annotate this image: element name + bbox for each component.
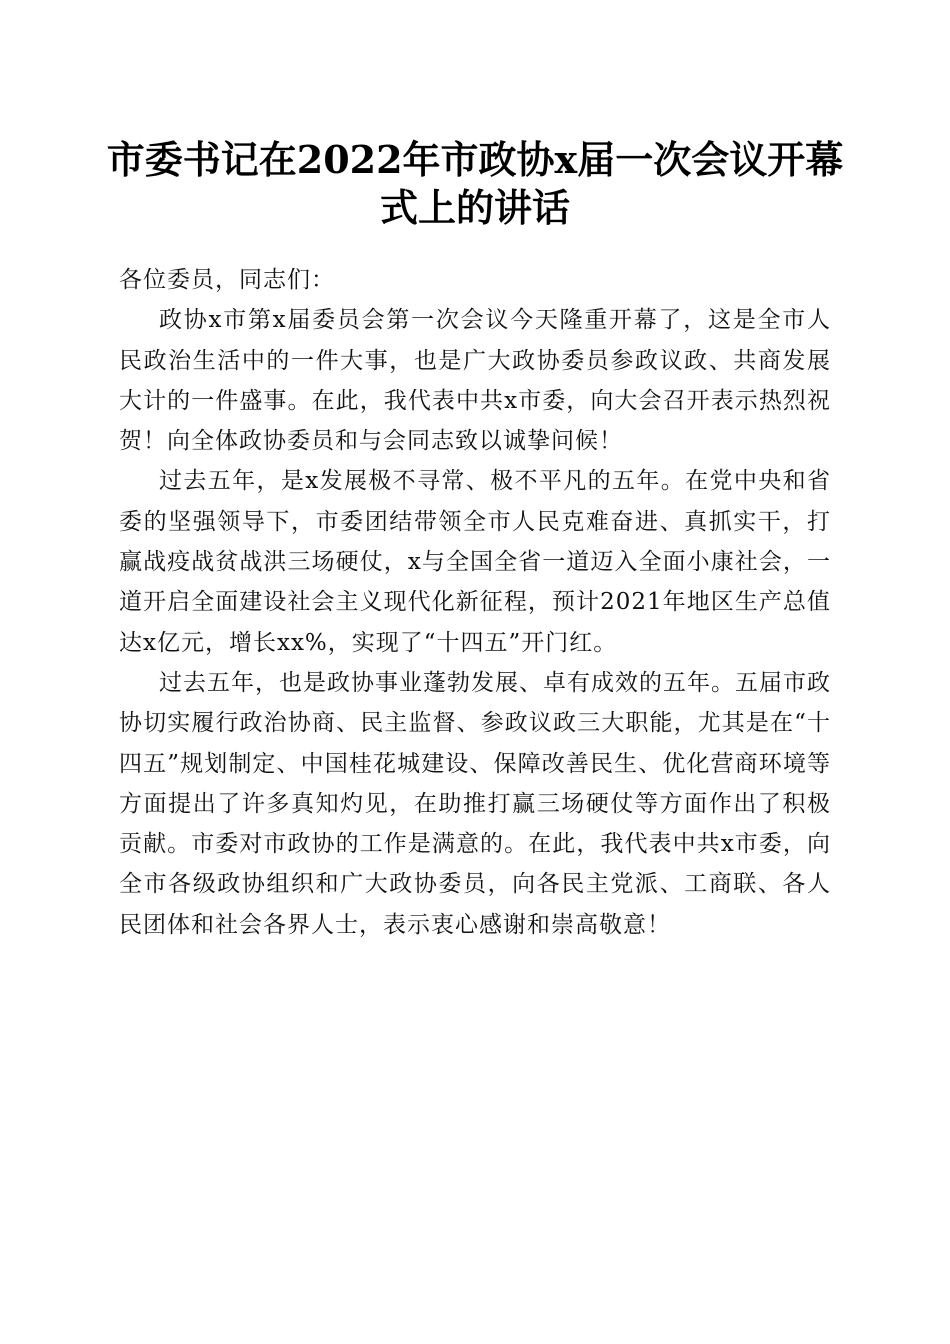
paragraph-1: 政协x市第x届委员会第一次会议今天隆重开幕了，这是全市人民政治生活中的一件大事，也是广大政协委员参政议政、共商发展大计的一件盛事。在此，我代表中共x市委，向大会召开表示热烈祝贺！向全体政协委员和与会同志致以诚挚问候！ [119,307,831,455]
paragraph-3: 过去五年，也是政协事业蓬勃发展、卓有成效的五年。五届市政协切实履行政治协商、民主监督、参政议政三大职能，尤其是在“十四五”规划制定、中国桂花城建设、保障改善民生、优化营商环境等方面提出了许多真知灼见，在助推打赢三场硬仗等方面作出了积极贡献。市委对市政协的工作是满意的。在此，我代表中共x市委，向全市各级政协组织和广大政协委员，向各民主党派、工商联、各人民团体和社会各界人士，表示衷心感谢和崇高敬意！ [119,669,831,938]
salutation: 各位委员，同志们： [119,267,335,293]
paragraph-2: 过去五年，是x发展极不寻常、极不平凡的五年。在党中央和省委的坚强领导下，市委团结带领全市人民克难奋进、真抓实干，打赢战疫战贫战洪三场硬仗，x与全国全省一道迈入全面小康社会，一道开启全面建设社会主义现代化新征程，预计2021年地区生产总值达x亿元，增长xx%，实现了“十四五”开门红。 [119,468,831,656]
document-body [119,260,831,945]
document-title: 市委书记在2022年市政协x届一次会议开幕式上的讲话 [106,137,844,230]
